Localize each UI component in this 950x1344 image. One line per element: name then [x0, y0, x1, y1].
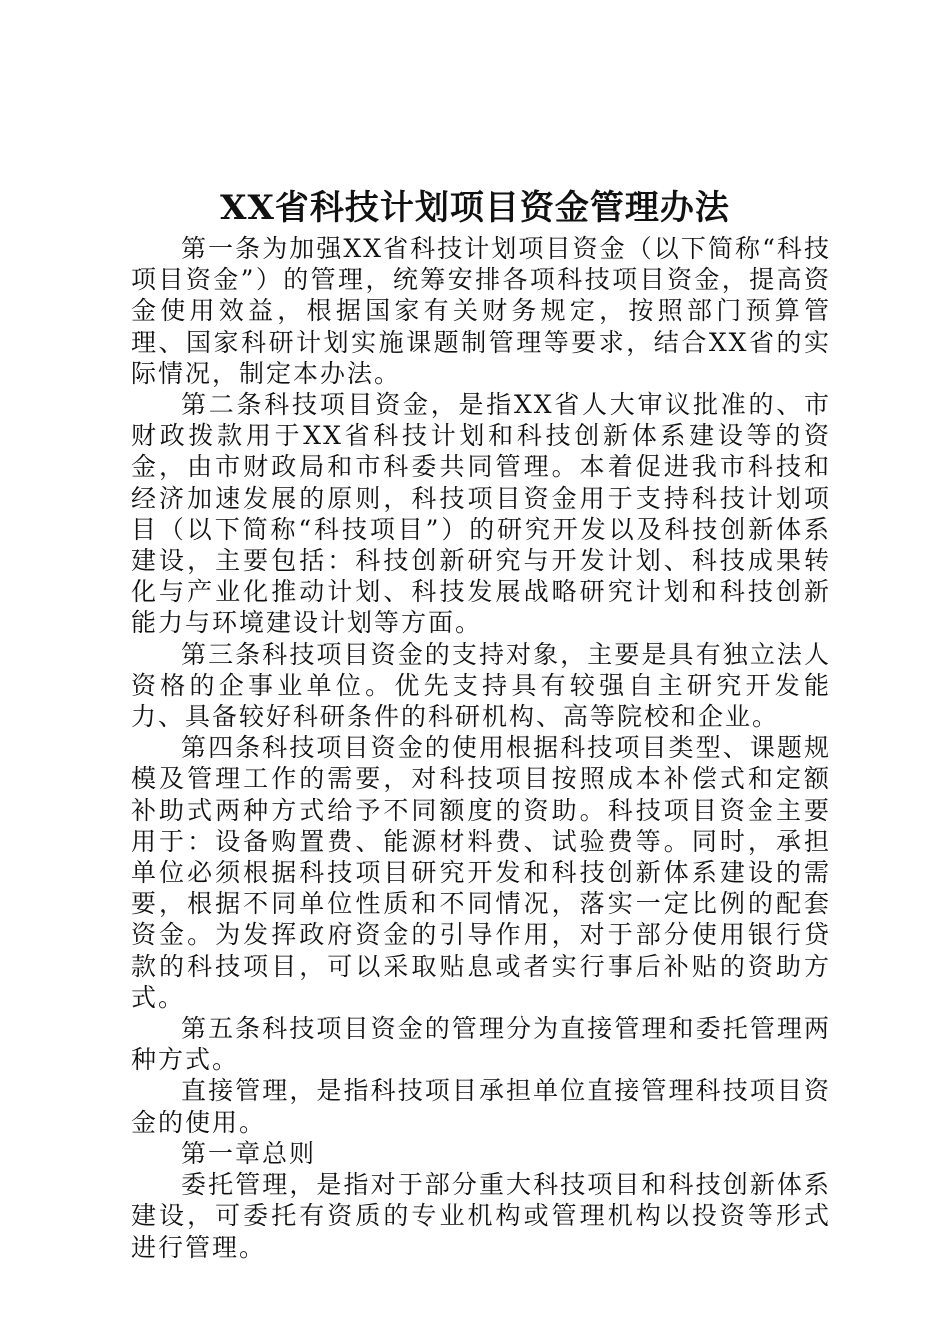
direct-management-paragraph: 直接管理，是指科技项目承担单位直接管理科技项目资金的使用。: [131, 1076, 831, 1137]
document-body: [131, 233, 831, 1263]
article-2-paragraph: 第二条科技项目资金，是指XX省人大审议批准的、市财政拨款用于XX省科技计划和科技创新体系建设等的资金，由市财政局和市科委共同管理。本着促进我市科技和经济加速发展的原则，科技项目资金用于支持科技计划项目（以下简称“科技项目”）的研究开发以及科技创新体系建设，主要包括：科技创新研究与开发计划、科技成果转化与产业化推动计划、科技发展战略研究计划和科技创新能力与环境建设计划等方面。: [131, 390, 831, 638]
article-4-paragraph: 第四条科技项目资金的使用根据科技项目类型、课题规模及管理工作的需要，对科技项目按照成本补偿式和定额补助式两种方式给予不同额度的资助。科技项目资金主要用于：设备购置费、能源材料费、试验费等。同时，承担单位必须根据科技项目研究开发和科技创新体系建设的需要，根据不同单位性质和不同情况，落实一定比例的配套资金。为发挥政府资金的引导作用，对于部分使用银行贷款的科技项目，可以采取贴息或者实行事后补贴的资助方式。: [131, 733, 831, 1012]
chapter-heading: 第一章总则: [181, 1138, 317, 1168]
article-5-paragraph: 第五条科技项目资金的管理分为直接管理和委托管理两种方式。: [131, 1014, 831, 1075]
article-1-paragraph: 第一条为加强XX省科技计划项目资金（以下简称“科技项目资金”）的管理，统筹安排各项科技项目资金，提高资金使用效益，根据国家有关财务规定，按照部门预算管理、国家科研计划实施课题制管理等要求，结合XX省的实际情况，制定本办法。: [131, 234, 831, 388]
entrusted-management-paragraph: 委托管理，是指对于部分重大科技项目和科技创新体系建设，可委托有资质的专业机构或管理机构以投资等形式进行管理。: [131, 1170, 831, 1262]
article-3-paragraph: 第三条科技项目资金的支持对象，主要是具有独立法人资格的企事业单位。优先支持具有较强自主研究开发能力、具备较好科研条件的科研机构、高等院校和企业。: [131, 639, 831, 732]
document-title: XX省科技计划项目资金管理办法: [220, 188, 730, 228]
